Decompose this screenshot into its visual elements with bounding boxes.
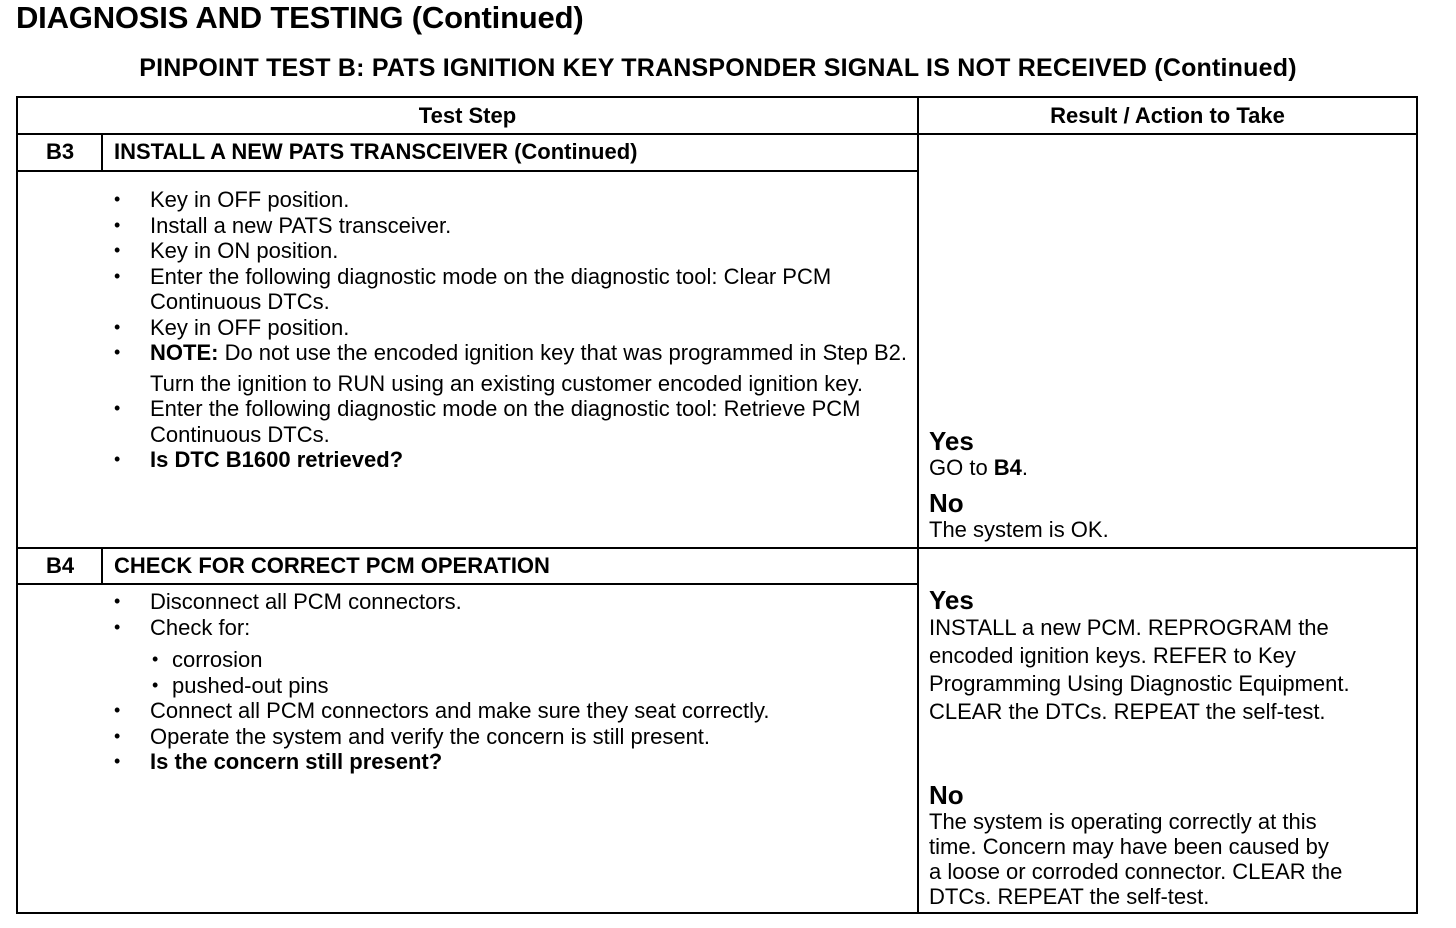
- step-title-b4: CHECK FOR CORRECT PCM OPERATION: [114, 553, 550, 578]
- list-item: • Key in OFF position.: [110, 315, 910, 341]
- list-item: • Check for: • corrosion • pushed-out pins: [110, 615, 910, 699]
- b3-no-action: The system is OK.: [929, 517, 1109, 542]
- step-id-b3: B3: [45, 139, 75, 164]
- b3-yes-action: GO to B4.: [929, 455, 1029, 480]
- pinpoint-test-title: PINPOINT TEST B: PATS IGNITION KEY TRANSPONDER SIGNAL IS NOT RECEIVED (Continued): [139, 54, 1297, 82]
- b4-no-result: [929, 781, 1417, 909]
- b3-result: [929, 427, 1417, 543]
- b4-no-line: time. Concern may have been caused by: [929, 834, 1329, 859]
- b4-yes-label: Yes: [929, 585, 974, 615]
- list-item: [110, 447, 910, 473]
- list-item: • Disconnect all PCM connectors.: [110, 589, 910, 615]
- list-item: [110, 749, 910, 775]
- result-header: Result / Action to Take: [1050, 103, 1285, 128]
- b4-yes-line: CLEAR the DTCs. REPEAT the self-test.: [929, 699, 1326, 724]
- b3-yes-label: Yes: [929, 426, 974, 456]
- b4-yes-result: [929, 586, 1417, 726]
- b4-no-line: DTCs. REPEAT the self-test.: [929, 884, 1210, 909]
- list-item: • Connect all PCM connectors and make sure they seat correctly.: [110, 698, 910, 724]
- page-title: DIAGNOSIS AND TESTING (Continued): [16, 0, 584, 35]
- list-item: • Enter the following diagnostic mode on the diagnostic tool: Retrieve PCM Continuous DTCs.: [110, 396, 910, 447]
- list-item: • corrosion: [150, 647, 910, 673]
- note-label: NOTE:: [150, 340, 219, 365]
- list-item: • Enter the following diagnostic mode on the diagnostic tool: Clear PCM Continuous DTCs.: [110, 264, 910, 315]
- list-item: • Operate the system and verify the concern is still present.: [110, 724, 910, 750]
- b3-no-label: No: [929, 488, 964, 518]
- b4-yes-line: encoded ignition keys. REFER to Key: [929, 643, 1296, 668]
- column-divider: [917, 98, 919, 912]
- b3-title-divider: [18, 170, 918, 172]
- list-item: • Key in OFF position.: [110, 187, 910, 213]
- b4-title-divider: [18, 583, 918, 585]
- list-item: • pushed-out pins: [150, 673, 910, 699]
- note-continuation: Turn the ignition to RUN using an existing customer encoded ignition key.: [150, 370, 863, 396]
- test-step-header: Test Step: [418, 103, 517, 128]
- check-sublist: [150, 647, 910, 698]
- b4-no-label: No: [929, 780, 964, 810]
- b4-yes-line: Programming Using Diagnostic Equipment.: [929, 671, 1350, 696]
- b4-no-line: The system is operating correctly at this: [929, 809, 1317, 834]
- list-item: • Install a new PATS transceiver.: [110, 213, 910, 239]
- list-item: • Key in ON position.: [110, 238, 910, 264]
- b4-question: Is the concern still present?: [150, 749, 443, 774]
- step-id-b4: B4: [45, 553, 75, 578]
- b3-question: Is DTC B1600 retrieved?: [150, 447, 404, 472]
- b3-step-list: [110, 187, 910, 473]
- b4-reference: B4: [993, 455, 1022, 480]
- note-text: Do not use the encoded ignition key that was programmed in Step B2.: [218, 340, 907, 365]
- b4-yes-line: INSTALL a new PCM. REPROGRAM the: [929, 615, 1329, 640]
- step-title-b3: INSTALL A NEW PATS TRANSCEIVER (Continued): [114, 139, 638, 164]
- pinpoint-test-table: [16, 96, 1418, 914]
- b4-no-line: a loose or corroded connector. CLEAR the: [929, 859, 1343, 884]
- list-item: [110, 340, 910, 366]
- b4-step-list: [110, 589, 910, 775]
